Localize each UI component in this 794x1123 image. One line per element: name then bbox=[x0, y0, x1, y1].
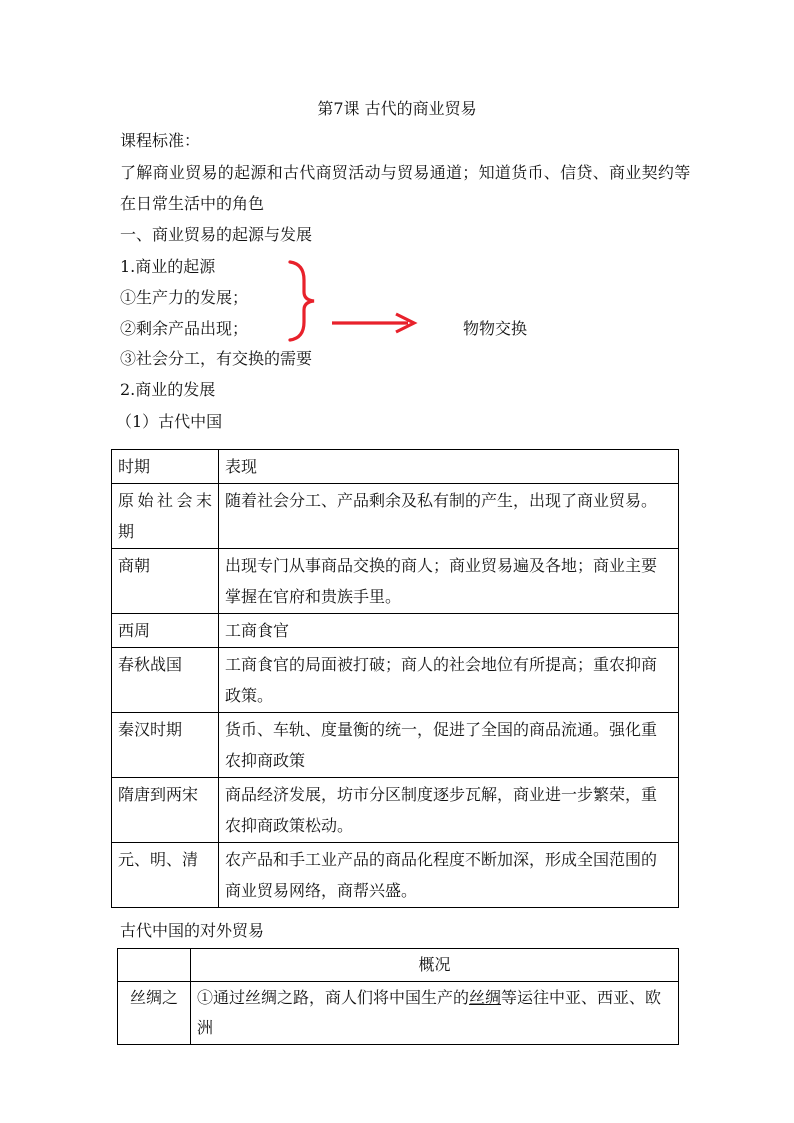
row-period: 秦汉时期 bbox=[112, 713, 219, 778]
table-row bbox=[112, 614, 679, 648]
table-header-row bbox=[112, 450, 679, 484]
row-period: 元、明、清 bbox=[112, 843, 219, 908]
row-desc: 工商食官的局面被打破；商人的社会地位有所提高；重农抑商政策。 bbox=[219, 648, 679, 713]
row-period: 隋唐到两宋 bbox=[112, 778, 219, 843]
origin-heading: 1.商业的起源 bbox=[120, 257, 216, 276]
row-desc: 工商食官 bbox=[219, 614, 679, 648]
row-desc bbox=[191, 982, 679, 1045]
row-desc: 货币、车轨、度量衡的统一，促进了全国的商品流通。强化重农抑商政策 bbox=[219, 713, 679, 778]
row-desc: 随着社会分工、产品剩余及私有制的产生，出现了商业贸易。 bbox=[219, 484, 679, 549]
page-title: 第7课 古代的商业贸易 bbox=[317, 99, 477, 118]
row-desc: 商品经济发展，坊市分区制度逐步瓦解，商业进一步繁荣，重农抑商政策松动。 bbox=[219, 778, 679, 843]
development-heading: 2.商业的发展 bbox=[120, 380, 216, 399]
china-heading: （1）古代中国 bbox=[116, 412, 223, 431]
header-desc: 表现 bbox=[219, 450, 679, 484]
table-row bbox=[118, 982, 679, 1045]
arrow-right-icon bbox=[330, 312, 420, 334]
row-desc: 出现专门从事商品交换的商人；商业贸易遍及各地；商业主要掌握在官府和贵族手里。 bbox=[219, 549, 679, 614]
china-commerce-table bbox=[111, 449, 679, 908]
standard-label: 课程标准： bbox=[120, 131, 201, 150]
table-row bbox=[112, 713, 679, 778]
foreign-trade-table bbox=[117, 948, 679, 1045]
origin-item-2: ②剩余产品出现； bbox=[120, 319, 249, 338]
table-row bbox=[112, 648, 679, 713]
row-desc-pre: ①通过丝绸之路，商人们将中国生产的 bbox=[197, 988, 470, 1007]
row-desc: 农产品和手工业产品的商品化程度不断加深，形成全国范围的商业贸易网络，商帮兴盛。 bbox=[219, 843, 679, 908]
header-name bbox=[118, 949, 191, 982]
header-period: 时期 bbox=[112, 450, 219, 484]
row-name: 丝绸之 bbox=[118, 982, 191, 1045]
row-period: 西周 bbox=[112, 614, 219, 648]
table-row bbox=[112, 843, 679, 908]
standard-line-2: 在日常生活中的角色 bbox=[120, 194, 265, 213]
table-row bbox=[112, 549, 679, 614]
row-desc-underlined: 丝绸 bbox=[469, 988, 502, 1007]
right-brace-icon bbox=[282, 258, 322, 344]
origin-item-3: ③社会分工，有交换的需要 bbox=[120, 349, 313, 368]
section-heading: 一、商业贸易的起源与发展 bbox=[120, 225, 313, 244]
table-header-row bbox=[118, 949, 679, 982]
row-period: 春秋战国 bbox=[112, 648, 219, 713]
header-overview: 概况 bbox=[191, 949, 679, 982]
row-period: 原始社会末期 bbox=[112, 484, 219, 549]
row-period: 商朝 bbox=[112, 549, 219, 614]
row-desc-post: 等运往中亚、西亚、欧洲 bbox=[197, 988, 662, 1037]
table-row bbox=[112, 484, 679, 549]
foreign-trade-heading: 古代中国的对外贸易 bbox=[120, 921, 265, 940]
table-row bbox=[112, 778, 679, 843]
origin-item-1: ①生产力的发展； bbox=[120, 288, 249, 307]
origin-result: 物物交换 bbox=[463, 319, 528, 338]
standard-line-1: 了解商业贸易的起源和古代商贸活动与贸易通道；知道货币、信贷、商业契约等 bbox=[120, 163, 691, 182]
